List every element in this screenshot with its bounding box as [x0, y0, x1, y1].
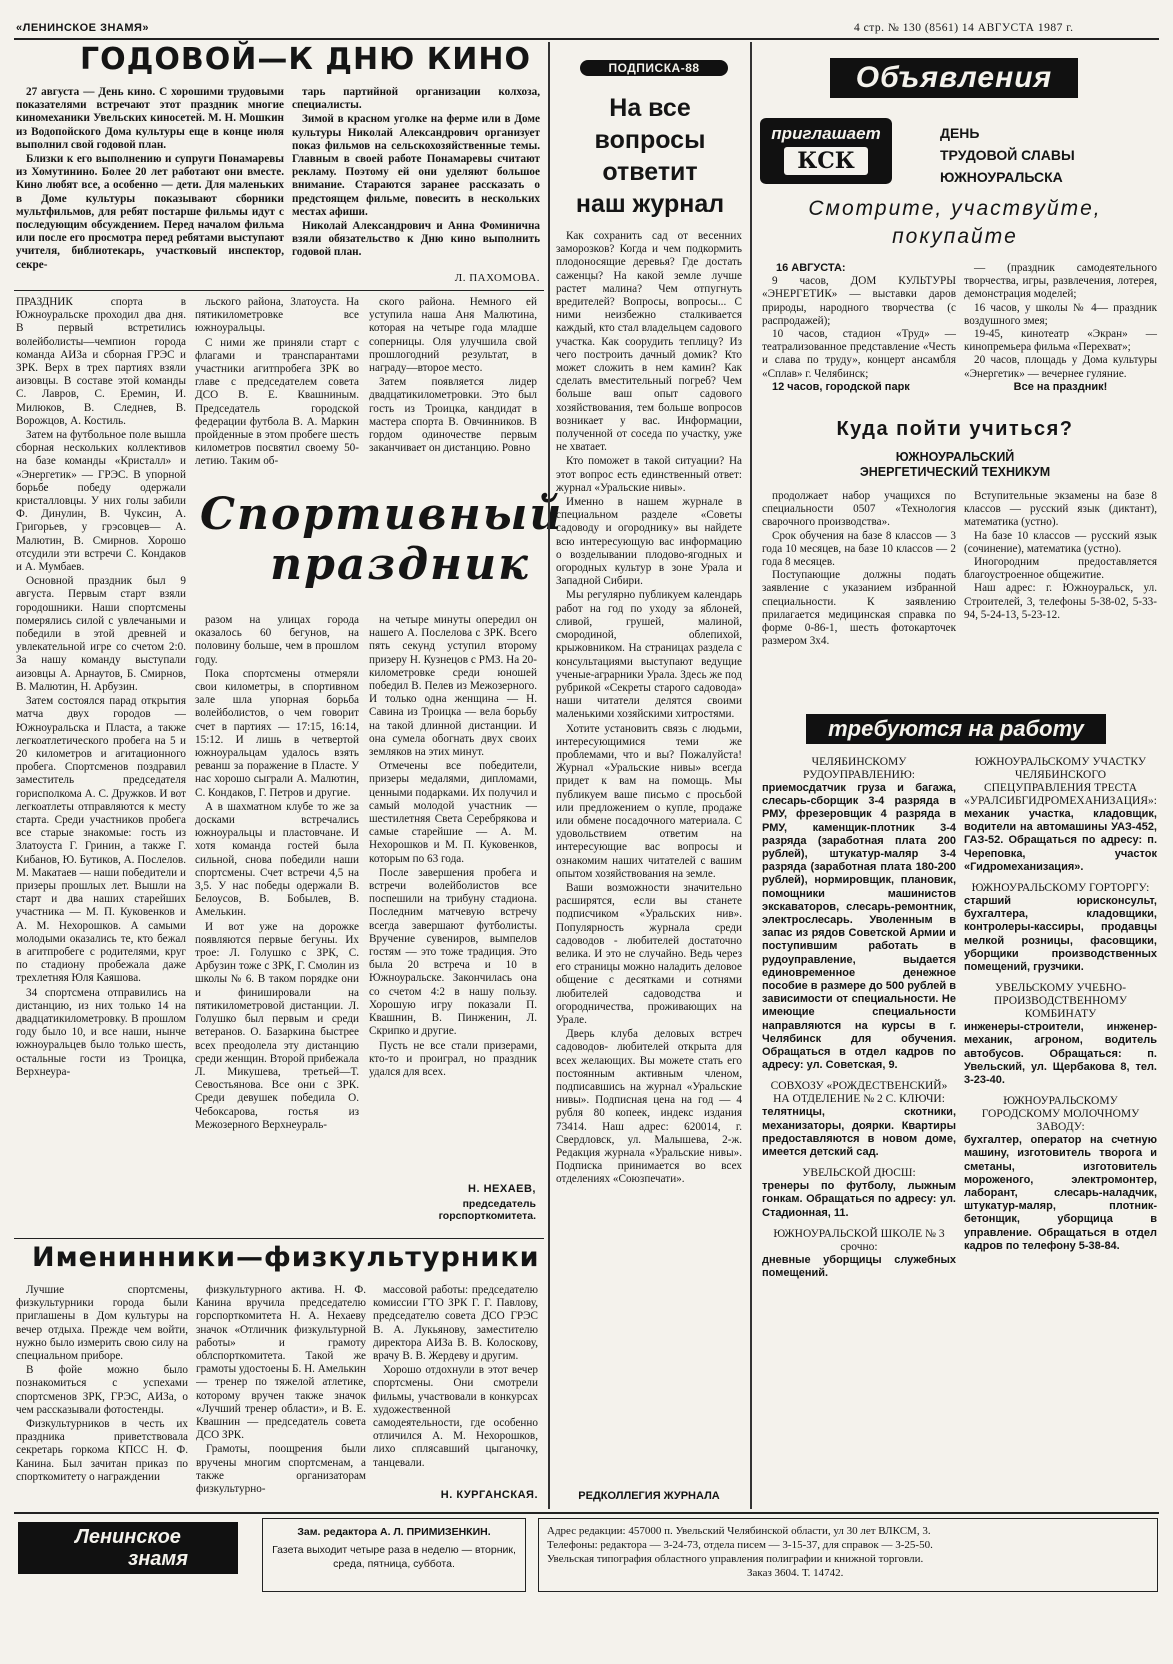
work-ad-text: бухгалтер, оператор на счетную машину, изготовитель творога и сметаны, изготовитель мороженого, электромонтер, лаборант, слесарь-наладчик, штукатур-маляр, плотник-бетонщик, уборщица в управление. Обращаться в отдел кадров по телефону 5-38-84. — [964, 1134, 1157, 1252]
day-title-line: ЮЖНОУРАЛЬСКА — [940, 169, 1063, 185]
paragraph: Физкультурников в честь их праздника приветствовала секретарь горкома КПСС Н. Ф. Канина. Был зачитан приказ по спорткомитету о награждении — [16, 1418, 188, 1483]
paragraph: С ними же приняли старт с флагами и транспарантами участники агитпробега ЗРК во главе с председателем совета ДСО В. Е. Квашниным. Председатель городской федерации футбола В. А. Маркин пройденные в этом пробеге шесть километров посвятил своему 50-летию. Таким об- — [195, 336, 359, 468]
work-ad-heading: ЮЖНОУРАЛЬСКОМУ УЧАСТКУ ЧЕЛЯБИНСКОГО СПЕЦУПРАВЛЕНИЯ ТРЕСТА «УРАЛСИБГИДРОМЕХАНИЗАЦИЯ»: — [964, 756, 1157, 807]
work-ad-heading: ЮЖНОУРАЛЬСКОМУ ГОРТОРГУ: — [971, 882, 1150, 895]
imeninniki-col3 — [373, 1284, 538, 1484]
imeninniki-col2 — [196, 1284, 366, 1502]
work-ad-heading: ЧЕЛЯБИНСКОМУ РУДОУПРАВЛЕНИЮ: — [803, 756, 915, 781]
podpiska-left-border — [548, 42, 550, 1509]
work-ad-text: дневные уборщицы служебных помещений. — [762, 1253, 956, 1280]
paragraph: Мы регулярно публикуем календарь работ на год по уходу за яблоней, сливой, грушей, малиной, смородиной, облепихой, крыжовником. На страницах раздела с консультациями выступают ведущие ученые-аграрники Урала. Здесь же под рубрикой «Секреты старого садовода» наши читатели делятся своими маленькими хозяйскими хитростями. — [556, 589, 742, 721]
day-title-line: ДЕНЬ — [940, 125, 980, 141]
program-item: 10 часов, стадион «Труд» — театрализованное представление «Честь и слава по труду», концерт ансамбля «Сплав» г. Челябинск; — [762, 328, 956, 380]
study-title: Куда пойти учиться? — [836, 418, 1074, 440]
footer-address: Адрес редакции: 457000 п. Увельский Челябинской области, ул 30 лет ВЛКСМ, 3. — [547, 1525, 931, 1537]
footer-info-box — [538, 1518, 1158, 1592]
podpiska-title-line: вопросы — [594, 126, 706, 154]
work-ad-text: механик участка, кладовщик, водители на автомашины УАЗ-452, ГАЗ-52. Обращаться по адресу: п. Череповка, участок «Гидромеханизация». — [964, 808, 1157, 873]
program-item: — (праздник самодеятельного творчества, игры, развлечения, лотерея, демонстрация моделей; — [964, 262, 1157, 301]
paragraph: Затем состоялся парад открытия матча двух городов — Южноуральска и Пласта, а также легкоатлетического пробега на 5 и 20 километров и агитационного пробега. Спортсменов поздравил заместитель председателя горисполкома А. С. Дружков. И вот легкоатлеты отправляются к месту старта. Среди участников пробега все старые знакомые: гость из Златоуста Г. Гринин, а также Г. Кибанов, Ю. Бутиков, А. Послелов. М. Макатаев — наши победители и призеры прошлых лет. Вышли на старт и два наших старейших участника — М. П. Куковенков и А. М. Нехорошков. А самыми молодыми оказались те, кто бежал в агитпробеге с родителями, круг по стадиону пробежала даже трехлетняя Юля Каяшова. — [16, 695, 186, 985]
work-ad-heading: УВЕЛЬСКОЙ ДЮСШ: — [802, 1167, 916, 1180]
work-ad-heading: ЮЖНОУРАЛЬСКОЙ ШКОЛЕ № 3 срочно: — [773, 1227, 945, 1253]
paragraph: Дверь клуба деловых встреч садоводов- любителей открыта для всех желающих. Вы можете стать его постоянным активным членом, подписавшись на журнал «Уральские нивы». Подписная цена на год — 4 рубля 80 копеек, индекс издания 73414. Наш адрес: 620014, г. Свердловск, ул. Малышева, 2-ж. Редакция журнала «Уральские нивы». Подписка принимается во всех отделениях «Союзпечати». — [556, 1028, 742, 1186]
technikum-paragraph: На базе 10 классов — русский язык (сочинение), математика (устно). — [964, 529, 1157, 555]
masthead-rule — [14, 38, 1159, 40]
paragraph: ского района. Немного ей уступила наша Аня Малютина, которая на четыре года младше соперницы. Оля улучшила свой прошлогодний результат, в награду—второе место. — [369, 296, 537, 375]
technikum-paragraph: Иногородним предоставляется благоустроенное общежитие. — [964, 556, 1157, 582]
work-ad-text: старший юрисконсульт, бухгалтера, кладовщики, контролеры-кассиры, продавцы мелкой розницы, фасовщики, уборщики производственных помещений, грузчики. — [964, 895, 1157, 974]
work-ad-heading: УВЕЛЬСКОМУ УЧЕБНО-ПРОИЗВОДСТВЕННОМУ КОМБИНАТУ — [993, 982, 1128, 1021]
podpiska-title — [556, 92, 744, 220]
program-closing: Все на праздник! — [1013, 380, 1108, 393]
footer-printer: Увельская типография областного управления полиграфии и книжной торговли. — [547, 1553, 924, 1565]
technikum-paragraph: Вступительные экзамены на базе 8 классов — русский язык (диктант), математика (устно). — [964, 490, 1157, 529]
slogan-line: покупайте — [892, 225, 1018, 248]
paragraph: После завершения пробега и встречи волейболистов все поспешили на трибуну стадиона. Последним матчевую встречу всегда завершают футболисты. Вручение сувениров, вымпелов гостям — это тоже традиция. Это была 20 встреча и 10 в Южноуральске. Закончилась она со счетом 4:2 в нашу пользу. Хорошую игру показали П. Квашнин, В. Пинженин, Л. Скрипко и другие. — [369, 866, 537, 1038]
paragraph: массовой работы: председателю комиссии ГТО ЗРК Г. Г. Павлову, председателю совета ДСО ГРЭС В. А. Лукьянову, заместителю директора АИЗа В. В. Колоскову, врачу В. В. Жердеву и другим. — [373, 1284, 538, 1363]
podpiska-badge: ПОДПИСКА-88 — [580, 60, 728, 76]
sport-col2-top — [195, 296, 359, 482]
imeninniki-signature: Н. КУРГАНСКАЯ. — [440, 1489, 538, 1501]
imeninniki-col1 — [16, 1284, 188, 1502]
footer-editor: Зам. редактора А. Л. ПРИМИЗЕНКИН. — [297, 1526, 491, 1538]
footer-editor-box — [262, 1518, 526, 1592]
sport-col3-top — [369, 296, 537, 482]
podpiska-title-line: ответит — [602, 158, 698, 186]
work-ad-text: приемосдатчик груза и багажа, слесарь-сборщик 3-4 разряда в РМУ, фрезеровщик 4 разряда в РМУ, каменщик-плотник 3-4 разряда (заработная плата 200 рублей), штукатур-маляр 3-4 разряда (заработная плата 180-200 рублей), нормировщик, плановик, помощники машинистов экскаваторов, слесарь-ремонтник, электрослесарь. Уволенным в запас из рядов Советской Армии и поступившим работать в рудоуправление, выдается единовременное денежное пособие в размере до 500 рублей в зависимости от специальности. Не имеющие специальности направляются на курсы в г. Челябинск для обучения. Обращаться в отдел кадров по адресу: ул. Советская, 9. — [762, 782, 956, 1072]
work-ad — [964, 1095, 1157, 1253]
kino-col1 — [16, 86, 284, 286]
work-ad-text: инженеры-строители, инженер-механик, агроном, водитель автобусов. Обращаться: п. Увельский, ул. Щербакова 8, тел. 3-23-40. — [964, 1021, 1157, 1087]
paragraph: Пусть не все стали призерами, кто-то и проиграл, но праздник удался для всех. — [369, 1039, 537, 1078]
work-ad — [762, 756, 956, 1072]
technikum-right — [964, 490, 1157, 690]
paragraph: Близки к его выполнению и супруги Понамаревы из Хомутинино. Более 20 лет работают они вместе. Кино любят все, а особенно — дети. Для маленьких в Доме культуры показывают сборники мультфильмов, для ребят постарше фильмы идут с последующим обсуждением. Перед началом фильма или после его просмотра перед ребятами выступают учителя, библиотекарь, участковый инспектор, секре- — [16, 153, 284, 271]
paragraph: Пока спортсмены отмеряли свои километры, в спортивном зале шла упорная борьба волейболистов, о чем говорит счет в партиях — 17:15, 16:14, 15:12. И лишь в четвертой южноуральцам удалось взять реванш за поражение в Пласте. У нас хорошо сыграли А. Малютин, С. Кондаков, Г. Петров и другие. — [195, 667, 359, 799]
paragraph: 34 спортсмена отправились на дистанцию, из них только 14 на двадцатикилометровку. В прошлом году было 10, и все наши, нынче южноуральцев было только шесть, остальные гости из Троицка, Верхнеура- — [16, 986, 186, 1078]
program-item: 9 часов, ДОМ КУЛЬТУРЫ «ЭНЕРГЕТИК» — выставки даров природы, народного творчества (с распродажей); — [762, 275, 956, 327]
day-title-line: ТРУДОВОЙ СЛАВЫ — [940, 147, 1075, 163]
podpiska-body — [556, 230, 742, 1490]
work-ad — [762, 1080, 956, 1159]
program-item: 16 часов, у школы № 4— праздник воздушного змея; — [964, 301, 1157, 327]
footer-phones: Телефоны: редактора — 3-24-73, отдела писем — 3-15-37, для справок — 3-25-50. — [547, 1539, 933, 1551]
paragraph: 27 августа — День кино. С хорошими трудовыми показателями встречают этот праздник многие киномеханики Увельских киносетей. М. Н. Мошкин из Водопойского Дома культуры еще в конце июля выполнил свой годовой план. — [16, 86, 284, 151]
footer-logo — [18, 1522, 238, 1574]
podpiska-signature: РЕДКОЛЛЕГИЯ ЖУРНАЛА — [578, 1490, 720, 1502]
masthead-issue: 4 стр. № 130 (8561) 14 АВГУСТА 1987 г. — [854, 22, 1074, 34]
podpiska-title-line: наш журнал — [575, 190, 725, 218]
day-of-labor-title — [940, 122, 1075, 188]
sport-col3-bottom — [369, 614, 537, 1179]
sport-col1 — [16, 296, 186, 1236]
paragraph: Кто поможет в такой ситуации? На этот вопрос есть единственный ответ: журнал «Уральские нивы». — [556, 455, 742, 494]
work-ad-text: тренеры по футболу, лыжным гонкам. Обращаться по адресу: ул. Стадионная, 11. — [762, 1180, 956, 1219]
sport-title — [200, 489, 564, 590]
paragraph: Хотите установить связь с людьми, интересующимися теми же проблемами, что и вы? Пожалуйста! Журнал «Уральские нивы» всегда придет к вам на помощь. Мы публикуем ваше письмо с просьбой или предложением о купле, продаже или обмене посадочного материала. С удовольствием ответим на интересующие вас вопросы и ознакомим наших читателей с вашим опытом хозяйствования на земле. — [556, 722, 742, 880]
paragraph: Зимой в красном уголке на ферме или в Доме культуры Николай Александрович организует показ фильмов на сельскохозяйственные темы. Главным в своей работе Понамаревы считают рекламу. Поэтому ей они уделяют большое внимание. Стараются заранее рассказать о предстоящем фильме, повесить в нескольких местах афиши. — [292, 113, 540, 218]
technikum-name-line: ЮЖНОУРАЛЬСКИЙ — [895, 450, 1015, 464]
program-item: 20 часов, площадь у Дома культуры «Энергетик» — вечернее гуляние. — [964, 354, 1157, 380]
paragraph: тарь партийной организации колхоза, специалисты. — [292, 86, 540, 112]
work-ad — [964, 882, 1157, 974]
technikum-name — [770, 450, 1140, 480]
technikum-paragraph: Наш адрес: г. Южноуральск, ул. Строителей, 3, телефоны 5-38-02, 5-33-94, 5-24-13, 5-23-12. — [964, 582, 1157, 621]
paragraph: Николай Александрович и Анна Фоминична взяли обязательство к Дню кино выполнить годовой план. — [292, 220, 540, 259]
paragraph: Хорошо отдохнули в этот вечер спортсмены. Они смотрели фильмы, участвовали в конкурсах художественной самодеятельности, где особенно отличился А. М. Нехорошков, лихо сплясавший цыганочку, танцевали. — [373, 1364, 538, 1469]
program-date: 16 АВГУСТА: — [776, 262, 846, 274]
paragraph: Ваши возможности значительно расширятся, если вы станете подписчиком «Уральских нив». Популярность журнала среди садоводов - любителей достаточно велика. И это не случайно. Ведь через его страницы можно наладить деловое общение с десятками и сотнями любителей садоводства и огородничества, проживающих на Урале. — [556, 881, 742, 1026]
kino-signature: Л. ПАХОМОВА. — [454, 272, 540, 284]
work-banner: требуются на работу — [806, 714, 1106, 744]
paragraph: Отмечены все победители, призеры медалями, дипломами, ценными подарками. Их получил и самый молодой участник — шестилетняя Света Серебрякова и самые старейшие — А. М. Нехорошков и М. П. Куковенков, которым по 63 года. — [369, 760, 537, 865]
technikum-paragraph: продолжает набор учащихся по специальности 0507 «Технология сварочного производства». — [762, 490, 956, 529]
podpiska-right-border — [750, 42, 752, 1509]
paragraph: разом на улицах города оказалось 60 бегунов, на половину больше, чем в прошлом году. — [195, 614, 359, 666]
program-left — [762, 262, 956, 412]
masthead-paper-name: «ЛЕНИНСКОЕ ЗНАМЯ» — [16, 22, 150, 34]
ads-slogan — [770, 195, 1140, 251]
footer-logo-line2: знамя — [128, 1548, 188, 1570]
paragraph: льского района, Златоуста. На пятикилометровке все южноуральцы. — [195, 296, 359, 335]
sport-col2-bottom — [195, 614, 359, 1234]
work-ad — [964, 982, 1157, 1087]
paragraph: Лучшие спортсмены, физкультурники города были приглашены в Дом культуры на вечер отдыха. Прежде чем войти, нужно было измерить свою силу на специальном приборе. — [16, 1284, 188, 1363]
work-ad — [762, 1167, 956, 1220]
paragraph: Грамоты, поощрения были вручены многим спортсменам, а также организаторам физкультурно- — [196, 1443, 366, 1496]
paragraph: А в шахматном клубе то же за досками встречались южноуральцы и пластовчане. И хотя команда гостей была сильной, снова победили наши спортсмены. Счет встречи 4,5 на 3,5. У нас победы одержали В. Белоусов, В. Бобылев, В. Амелькин. — [195, 800, 359, 919]
podpiska-title-line: На все — [609, 94, 691, 122]
imeninniki-title: Именинники—физкультурники — [32, 1242, 540, 1273]
footer-order: Заказ 3604. Т. 14742. — [747, 1567, 844, 1579]
kino-title: ГОДОВОЙ—К ДНЮ КИНО — [80, 42, 532, 77]
ksk-logo-line1: приглашает — [771, 124, 881, 143]
work-ad — [762, 1228, 956, 1280]
work-right — [964, 756, 1157, 1508]
work-ad-text: телятницы, скотники, механизаторы, доярки. Квартиры предоставляются в новом доме, имеется детский сад. — [762, 1106, 956, 1159]
paragraph: И вот уже на дорожке появляются первые бегуны. Их трое: Л. Голушко с ЗРК, С. Арбузин тоже с ЗРК, Г. Смолин из школы № 6. В таком порядке они и финишировали на пятикилометровой дистанции. Л. Голушко был первым и среди ветеранов. О. Базаркина быстрее всех преодолела эту дистанцию среди женщин. Второй прибежала Л. Микушева, третьей—Т. Севостьянова. Все они с ЗРК. Среди девушек победила О. Чебоксарова, гостья из Межозерного Верхнеураль- — [195, 920, 359, 1131]
sport-title-line1: Спортивный — [200, 489, 564, 540]
work-left — [762, 756, 956, 1508]
ksk-logo — [760, 118, 892, 184]
kino-bottom-rule — [14, 290, 544, 291]
work-ad-heading: СОВХОЗУ «РОЖДЕСТВЕНСКИЙ» НА ОТДЕЛЕНИЕ № 2 С. КЛЮЧИ: — [770, 1080, 948, 1106]
paragraph: Затем появляется лидер двадцатикилометровки. Это был гость из Троицка, кандидат в мастера спорта В. Овчинников. В гордом одиночестве первым заканчивает он дистанцию. Ровно — [369, 376, 537, 455]
program-item: 12 часов, городской парк — [772, 380, 910, 393]
footer-schedule: Газета выходит четыре раза в неделю — вторник, среда, пятница, суббота. — [272, 1544, 516, 1570]
program-right — [964, 262, 1157, 412]
footer-logo-line1: Ленинское — [75, 1526, 181, 1548]
sport-signature: Н. НЕХАЕВ, — [468, 1183, 536, 1195]
paragraph: Как сохранить сад от весенних заморозков? Когда и чем подкормить плодоносящие деревья? Где достать саженцы? На какой земле лучше растет малина? Чем отпугнуть вредителей? Вопросы, вопросы... С ними неизбежно сталкивается каждый, кто стал владельцем садового участка. Как соорудить теплицу? Из чего построить дачный домик? Кто может сложить в нем камин? Как сделать вместительный погреб? Чем больше ваш опыт садового хозяйствования, тем больше вопросов возникает у вас. Информации, полученной от соседа по участку, уже не хватает. — [556, 230, 742, 454]
technikum-paragraph: Срок обучения на базе 8 классов — 3 года 10 месяцев, на базе 10 классов — 2 года 8 месяцев. — [762, 529, 956, 569]
paragraph: Затем на футбольное поле вышла сборная нескольких коллективов на базе команды «Кристалл» и «Энергетик» — ГРЭС. В упорной борьбе победу одержали кристалловцы. У них голы забили Ф. Динулин, В. Чуксин, А. Григорьев, у грэсовцев— А. Малютин, В. Смирнов. Хорошо отсудили эти встречи С. Кондаков и А. Мумбаев. — [16, 429, 186, 574]
sport-bottom-rule — [14, 1238, 544, 1239]
paragraph: Основной праздник был 9 августа. Первым старт взяли городошники. Наши спортсмены померялись силой с увлечаными и победили в этой древней и увлекательной игре со счетом 2:0. За нашу команду выступали аизовцы А. Арнаутов, Б. Смирнов, В. Малютин, Н. Арбузин. — [16, 575, 186, 693]
sport-signature-role: председатель горспорткомитета. — [438, 1198, 536, 1222]
sport-title-line2: праздник — [270, 539, 530, 590]
technikum-name-line: ЭНЕРГЕТИЧЕСКИЙ ТЕХНИКУМ — [859, 465, 1051, 479]
technikum-left — [762, 490, 956, 690]
slogan-line: Смотрите, участвуйте, — [808, 197, 1102, 220]
paragraph: ПРАЗДНИК спорта в Южноуральске проходил два дня. В первый встретились волейболисты—чемпион города команда АИЗа и сборная ГРЭС и ЗРК. Верх в трех партиях взяли аизовцы. В составе этой команды С. Лавров, С. Еремин, И. Милюков, В. Следнев, В. Ворожцов, А. Костиль. — [16, 296, 186, 427]
technikum-paragraph: Поступающие должны подать заявление с указанием избранной специальности. К заявлению прилагается медицинская справка по форме 0-86-1, шесть фотокарточек размером 3х4. — [762, 569, 956, 648]
paragraph: В фойе можно было познакомиться с успехами спортсменов ЗРК, ГРЭС, АИЗа, о чем рассказывали фотостенды. — [16, 1364, 188, 1416]
ksk-logo-line2: КСК — [784, 147, 868, 175]
paragraph: на четыре минуты опередил он нашего А. Послелова с ЗРК. Всего пять секунд уступил второму призеру Н. Кузнецов с РМЗ. На 20-километровке среди юношей победил В. Пелев из Межозерного. И только одна женщина — Н. Савина из Троицка — вела борьбу на такой длинной дистанции. И она сумела обогнать двух своих земляков на этих минут. — [369, 614, 537, 759]
program-item: 19-45, кинотеатр «Экран» — кинопремьера фильма «Перехват»; — [964, 328, 1157, 354]
kino-col2 — [292, 86, 540, 272]
footer-rule — [14, 1512, 1159, 1514]
paragraph: Именно в нашем журнале в специальном разделе «Советы садоводу и огороднику» вы найдете всю интересующую вас информацию о возделывании плодово-ягодных и огородных культур в зоне Урала и Западной Сибири. — [556, 496, 742, 588]
ads-banner: Объявления — [830, 58, 1078, 98]
work-ad-heading: ЮЖНОУРАЛЬСКОМУ ГОРОДСКОМУ МОЛОЧНОМУ ЗАВОДУ: — [981, 1095, 1140, 1134]
work-ad — [964, 756, 1157, 874]
paragraph: физкультурного актива. Н. Ф. Канина вручила председателю горспорткомитета Н. А. Нехаеву значок «Отличник физкультурной работы» и грамоту облспорткомитета. Такой же грамоты удостоены Б. Н. Амелькин — тренер по тяжелой атлетике, которому вручен также значок «Лучший тренер области», и В. Е. Квашнин — председатель совета ДСО ЗРК. — [196, 1284, 366, 1442]
